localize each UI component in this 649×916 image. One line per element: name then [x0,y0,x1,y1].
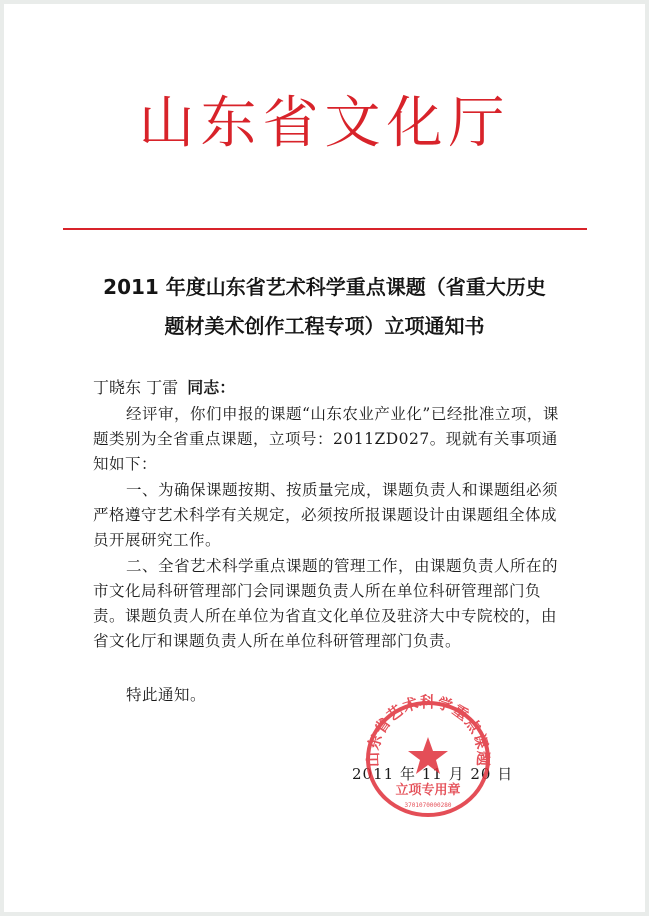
notice-title-line-2: 题材美术创作工程专项）立项通知书 [164,314,485,338]
issuer-masthead: 山东省文化厅 [138,91,511,156]
issue-date: 2011 年 11 月 20 日 [352,765,514,783]
masthead-divider [63,228,587,230]
closing-line: 特此通知。 [126,686,207,704]
salutation-suffix: 同志： [187,378,236,397]
seal-serial: 3701070000280 [404,802,452,809]
seal-purpose: 立项专用章 [395,783,461,798]
seal-org-text: 山东省艺术科学重点课题 [363,693,493,768]
body-paragraph: 二、全省艺术科学重点课题的管理工作，由课题负责人所在的市文化局科研管理部门会同课题负责人所在单位科研管理部门负责。课题负责人所在单位为省直文化单位及驻济大中专院校的，由省文化厅和课题负责人所在单位科研管理部门负责。 [93,557,559,650]
body-paragraph: 经评审，你们申报的课题“山东农业产业化”已经批准立项，课题类别为全省重点课题，立项号：2011ZD027。现就有关事项通知如下： [93,405,559,473]
recipient-names: 丁晓东 丁雷 [93,378,179,397]
official-seal-stamp [358,693,498,821]
salutation [93,375,235,398]
body-paragraph: 一、为确保课题按期、按质量完成，课题负责人和课题组必须严格遵守艺术科学有关规定，必须按所报课题设计由课题组全体成员开展研究工作。 [93,481,559,549]
seal-star-icon [408,737,448,774]
notice-title-line-1: 2011 年度山东省艺术科学重点课题（省重大历史 [103,275,546,299]
